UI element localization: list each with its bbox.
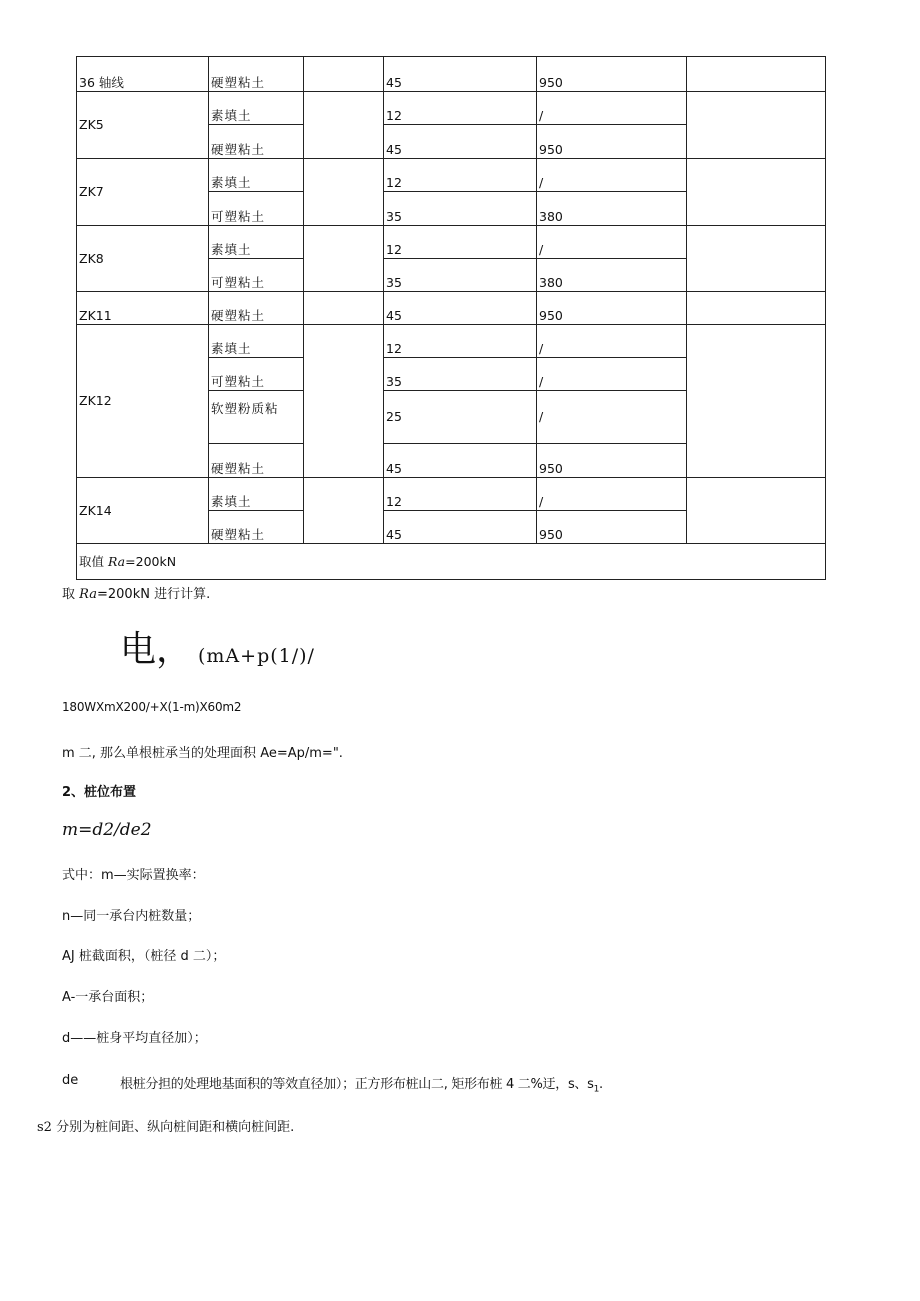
value-cell: 12 (384, 325, 537, 358)
value-cell: 950 (537, 125, 687, 159)
soil-type-cell: 硬塑粘土 (209, 511, 304, 544)
section-heading: 2、桩位布置 (62, 785, 137, 800)
soil-type-cell: 可塑粘土 (209, 358, 304, 391)
formula-line: 180WXmX200/+X(1-m)X60m2 (62, 700, 242, 714)
soil-type-cell: 硬塑粘土 (209, 292, 304, 325)
blank-cell (304, 325, 384, 478)
blank-cell (687, 292, 826, 325)
soil-type-cell: 硬塑粘土 (209, 57, 304, 92)
take-prefix: 取 (62, 587, 80, 602)
table-row (77, 159, 826, 192)
soil-type-cell: 素填土 (209, 478, 304, 511)
value-cell: 12 (384, 159, 537, 192)
value-cell: / (537, 92, 687, 125)
take-value-line (62, 583, 210, 602)
value-cell: 380 (537, 192, 687, 226)
table-footer-row (77, 544, 826, 580)
blank-cell (304, 159, 384, 226)
borehole-id-cell: ZK11 (77, 292, 209, 325)
de-subscript: 1 (593, 1084, 600, 1095)
borehole-id-cell: ZK7 (77, 159, 209, 226)
value-cell: 25 (384, 391, 537, 444)
value-cell: 950 (537, 444, 687, 478)
soil-parameter-table (76, 56, 826, 580)
value-cell: 35 (384, 259, 537, 292)
table-footer-cell (77, 544, 826, 580)
value-cell: 380 (537, 259, 687, 292)
borehole-id-cell: ZK8 (77, 226, 209, 292)
definition-d: d——桩身平均直径加）； (62, 1031, 207, 1046)
soil-parameter-table-wrap (76, 56, 825, 580)
value-cell: / (537, 325, 687, 358)
borehole-id-cell: 36 轴线 (77, 57, 209, 92)
blank-cell (304, 57, 384, 92)
de-text: 根桩分担的处理地基面积的等效直径加）；正方形布桩山二, 矩形布桩 4 二%迂，s、s (120, 1077, 594, 1092)
soil-type-cell: 素填土 (209, 226, 304, 259)
value-cell: 45 (384, 292, 537, 325)
blank-cell (304, 478, 384, 544)
table-row (77, 478, 826, 511)
value-cell: / (537, 159, 687, 192)
definition-n: n—同一承台内桩数量； (62, 909, 201, 924)
blank-cell (687, 226, 826, 292)
formula-top: (mA+p(1/)/ (198, 645, 315, 667)
table-row (77, 57, 826, 92)
formula-m: m=d2/de2 (62, 820, 152, 840)
blank-cell (304, 292, 384, 325)
value-cell: 45 (384, 57, 537, 92)
value-cell: / (537, 358, 687, 391)
table-row (77, 292, 826, 325)
soil-type-cell: 可塑粘土 (209, 192, 304, 226)
value-cell: / (537, 391, 687, 444)
definition-m: 式中：m—实际置换率： (62, 868, 205, 883)
borehole-id-cell: ZK5 (77, 92, 209, 159)
blank-cell (687, 159, 826, 226)
borehole-id-cell: ZK12 (77, 325, 209, 478)
value-cell: 950 (537, 57, 687, 92)
value-cell: 12 (384, 92, 537, 125)
value-cell: 12 (384, 478, 537, 511)
soil-type-cell: 素填土 (209, 325, 304, 358)
de-end: . (599, 1077, 603, 1092)
value-cell: / (537, 226, 687, 259)
spacing-definition: s2 分别为桩间距、纵向桩间距和横向桩间距. (37, 1120, 295, 1135)
definition-a: A-一承台面积； (62, 990, 154, 1005)
de-label: de (62, 1073, 79, 1088)
value-cell: 950 (537, 292, 687, 325)
soil-type-cell: 素填土 (209, 159, 304, 192)
take-suffix: =200kN 进行计算. (96, 587, 211, 602)
footer-symbol: Ra (107, 553, 126, 569)
blank-cell (687, 92, 826, 159)
blank-cell (687, 57, 826, 92)
replacement-line: m 二, 那么单根桩承当的处理面积 Ae=Ap/m=". (62, 746, 343, 761)
value-cell: 35 (384, 358, 537, 391)
blank-cell (687, 325, 826, 478)
soil-type-cell: 硬塑粘土 (209, 444, 304, 478)
footer-prefix: 取值 (79, 553, 108, 569)
value-cell: 35 (384, 192, 537, 226)
definition-aj: AJ 桩截面积，（桩径 d 二）； (62, 949, 226, 964)
soil-type-cell: 硬塑粘土 (209, 125, 304, 159)
table-row (77, 226, 826, 259)
borehole-id-cell: ZK14 (77, 478, 209, 544)
value-cell: 45 (384, 444, 537, 478)
footer-suffix: =200kN (125, 553, 177, 569)
value-cell: 45 (384, 125, 537, 159)
blank-cell (304, 226, 384, 292)
value-cell: / (537, 478, 687, 511)
value-cell: 950 (537, 511, 687, 544)
blank-cell (304, 92, 384, 159)
big-glyph: 电， (120, 629, 193, 670)
definition-de (120, 1073, 603, 1095)
take-symbol: Ra (79, 587, 97, 602)
blank-cell (687, 478, 826, 544)
soil-type-cell: 可塑粘土 (209, 259, 304, 292)
value-cell: 45 (384, 511, 537, 544)
soil-type-cell: 素填土 (209, 92, 304, 125)
value-cell: 12 (384, 226, 537, 259)
soil-type-cell: 软塑粉质粘 (209, 391, 304, 444)
table-row (77, 325, 826, 358)
table-row (77, 92, 826, 125)
